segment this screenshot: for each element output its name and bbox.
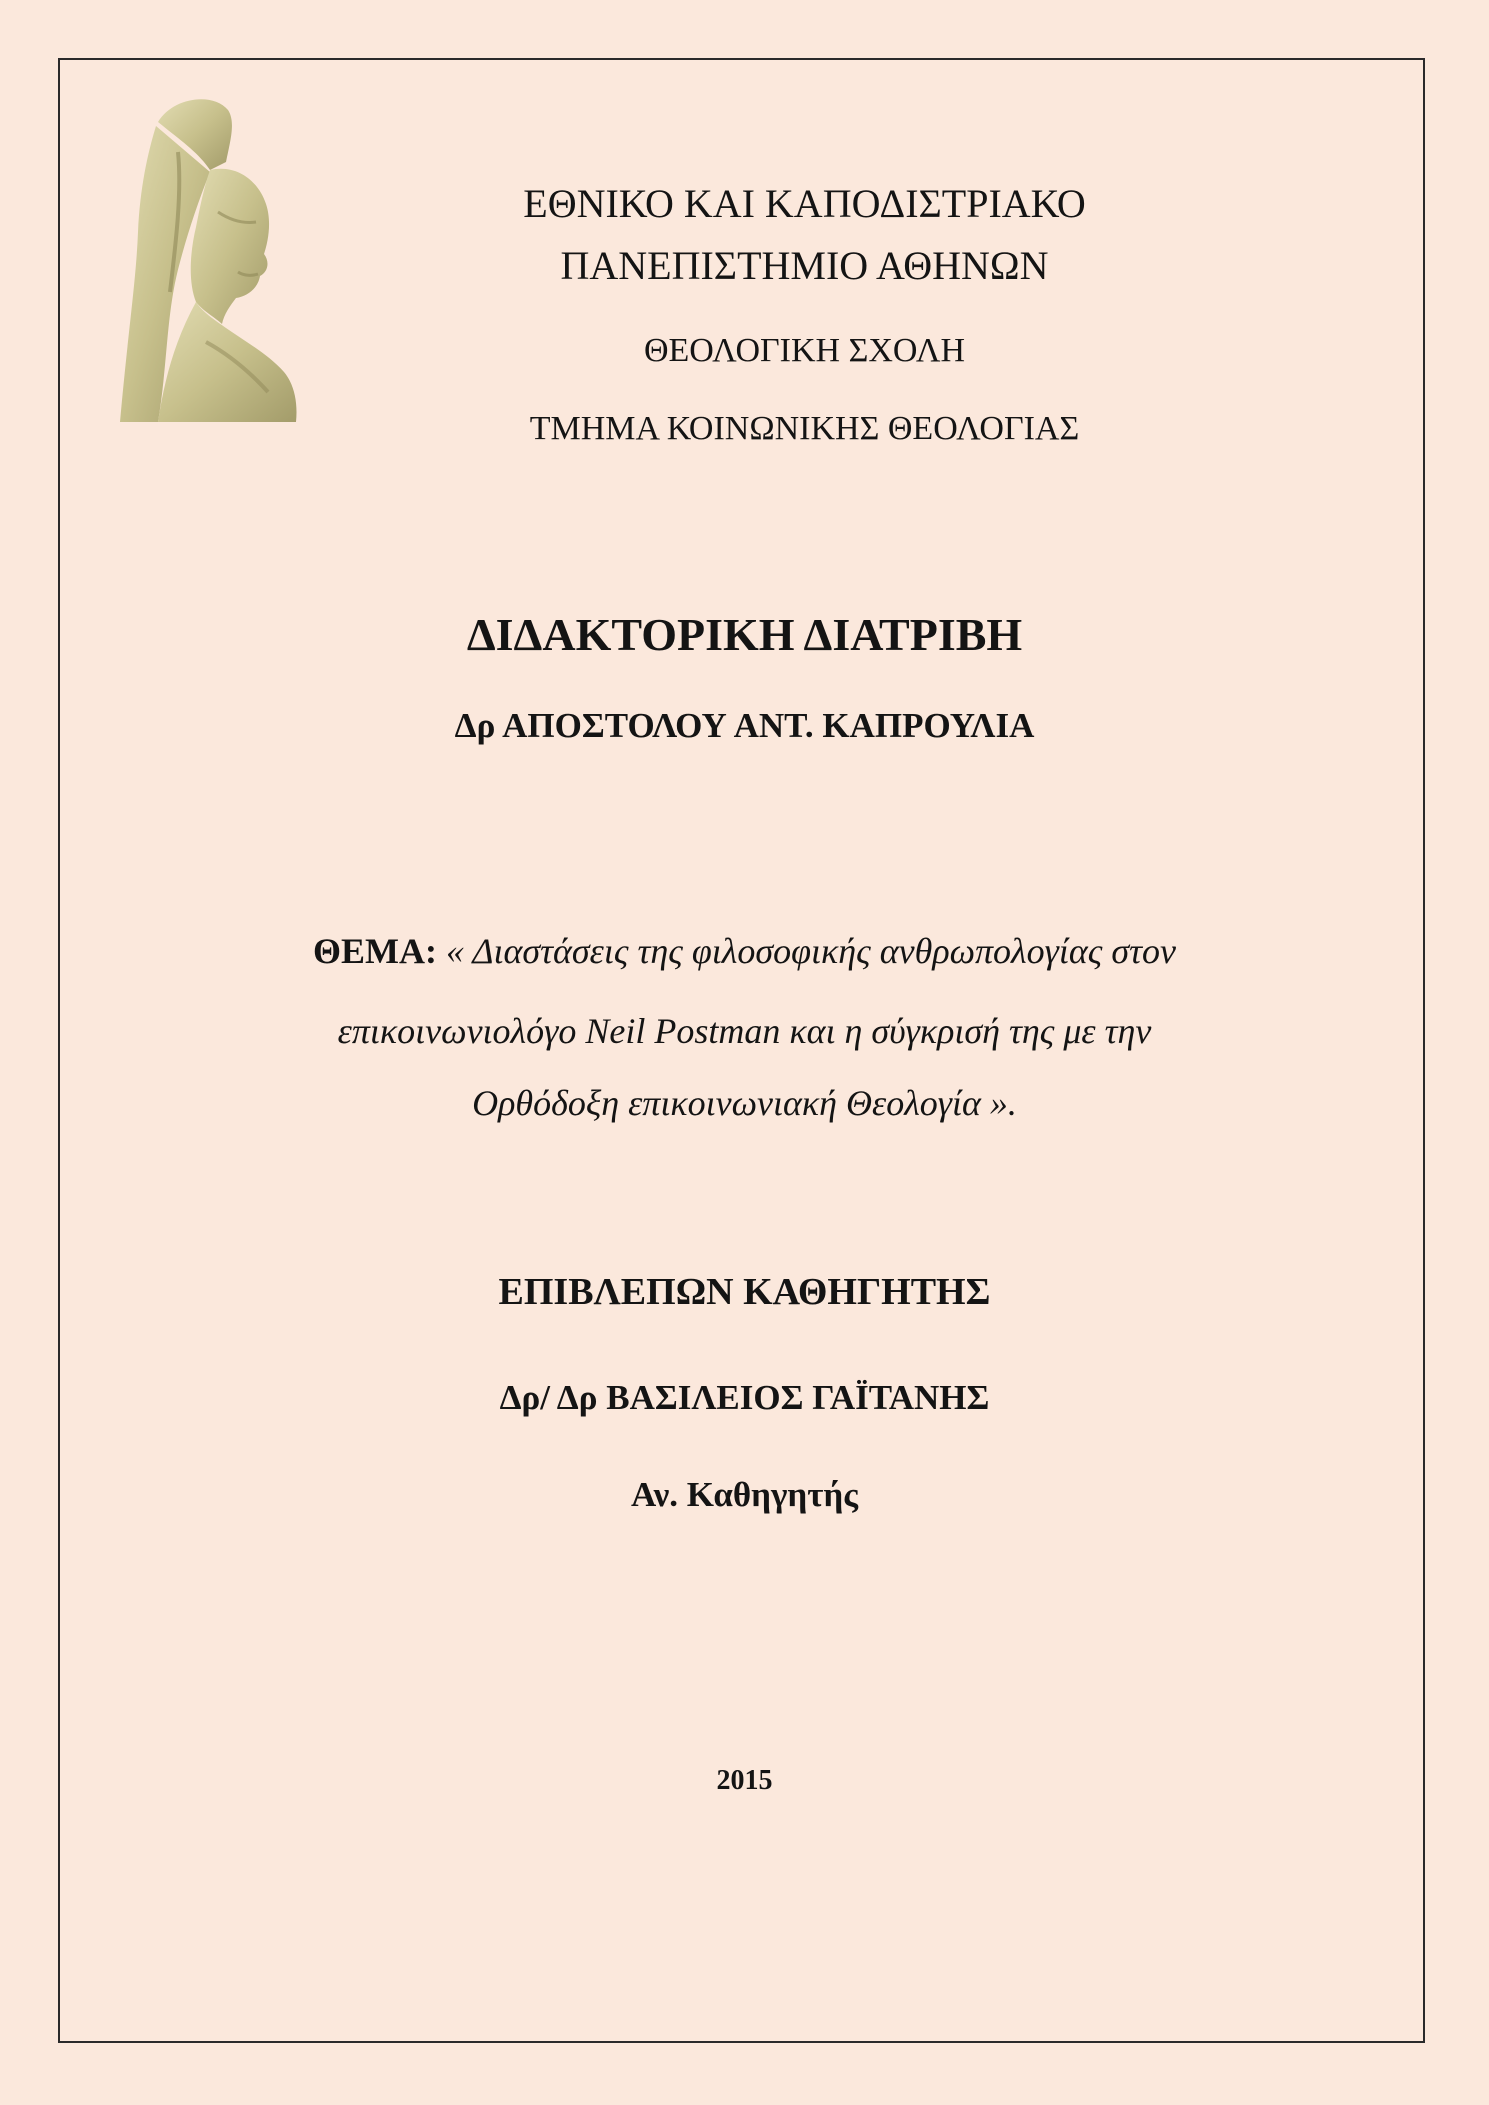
- school-name: ΘΕΟΛΟΓΙΚΗ ΣΧΟΛΗ: [643, 332, 966, 369]
- topic-text-line3: Ορθόδοξη επικοινωνιακή Θεολογία ».: [472, 1083, 1017, 1123]
- topic-text-line2: επικοινωνιολόγο Neil Postman και η σύγκρισή της με την: [337, 1011, 1152, 1051]
- supervisor-rank: Αν. Καθηγητής: [630, 1475, 859, 1514]
- document-type-title: ΔΙΔΑΚΤΟΡΙΚΗ ΔΙΑΤΡΙΒΗ: [466, 609, 1023, 660]
- department-name: ΤΜΗΜΑ ΚΟΙΝΩΝΙΚΗΣ ΘΕΟΛΟΓΙΑΣ: [529, 410, 1080, 447]
- year: 2015: [716, 1765, 773, 1796]
- author-name: Δρ ΑΠΟΣΤΟΛΟΥ ΑΝΤ. ΚΑΠΡΟΥΛΙΑ: [454, 706, 1035, 745]
- topic-text-line1: « Διαστάσεις της φιλοσοφικής ανθρωπολογίας στον: [446, 931, 1176, 971]
- supervisor-label: ΕΠΙΒΛΕΠΩΝ ΚΑΘΗΓΗΤΗΣ: [498, 1271, 991, 1313]
- topic-line1: [0, 930, 1489, 972]
- supervisor-name: Δρ/ Δρ ΒΑΣΙΛΕΙΟΣ ΓΑΪΤΑΝΗΣ: [499, 1378, 990, 1417]
- topic-label: ΘΕΜΑ:: [313, 931, 438, 971]
- university-name-line2: ΠΑΝΕΠΙΣΤΗΜΙΟ ΑΘΗΝΩΝ: [560, 243, 1049, 288]
- university-name-line1: ΕΘΝΙΚΟ ΚΑΙ ΚΑΠΟΔΙΣΤΡΙΑΚΟ: [523, 181, 1086, 226]
